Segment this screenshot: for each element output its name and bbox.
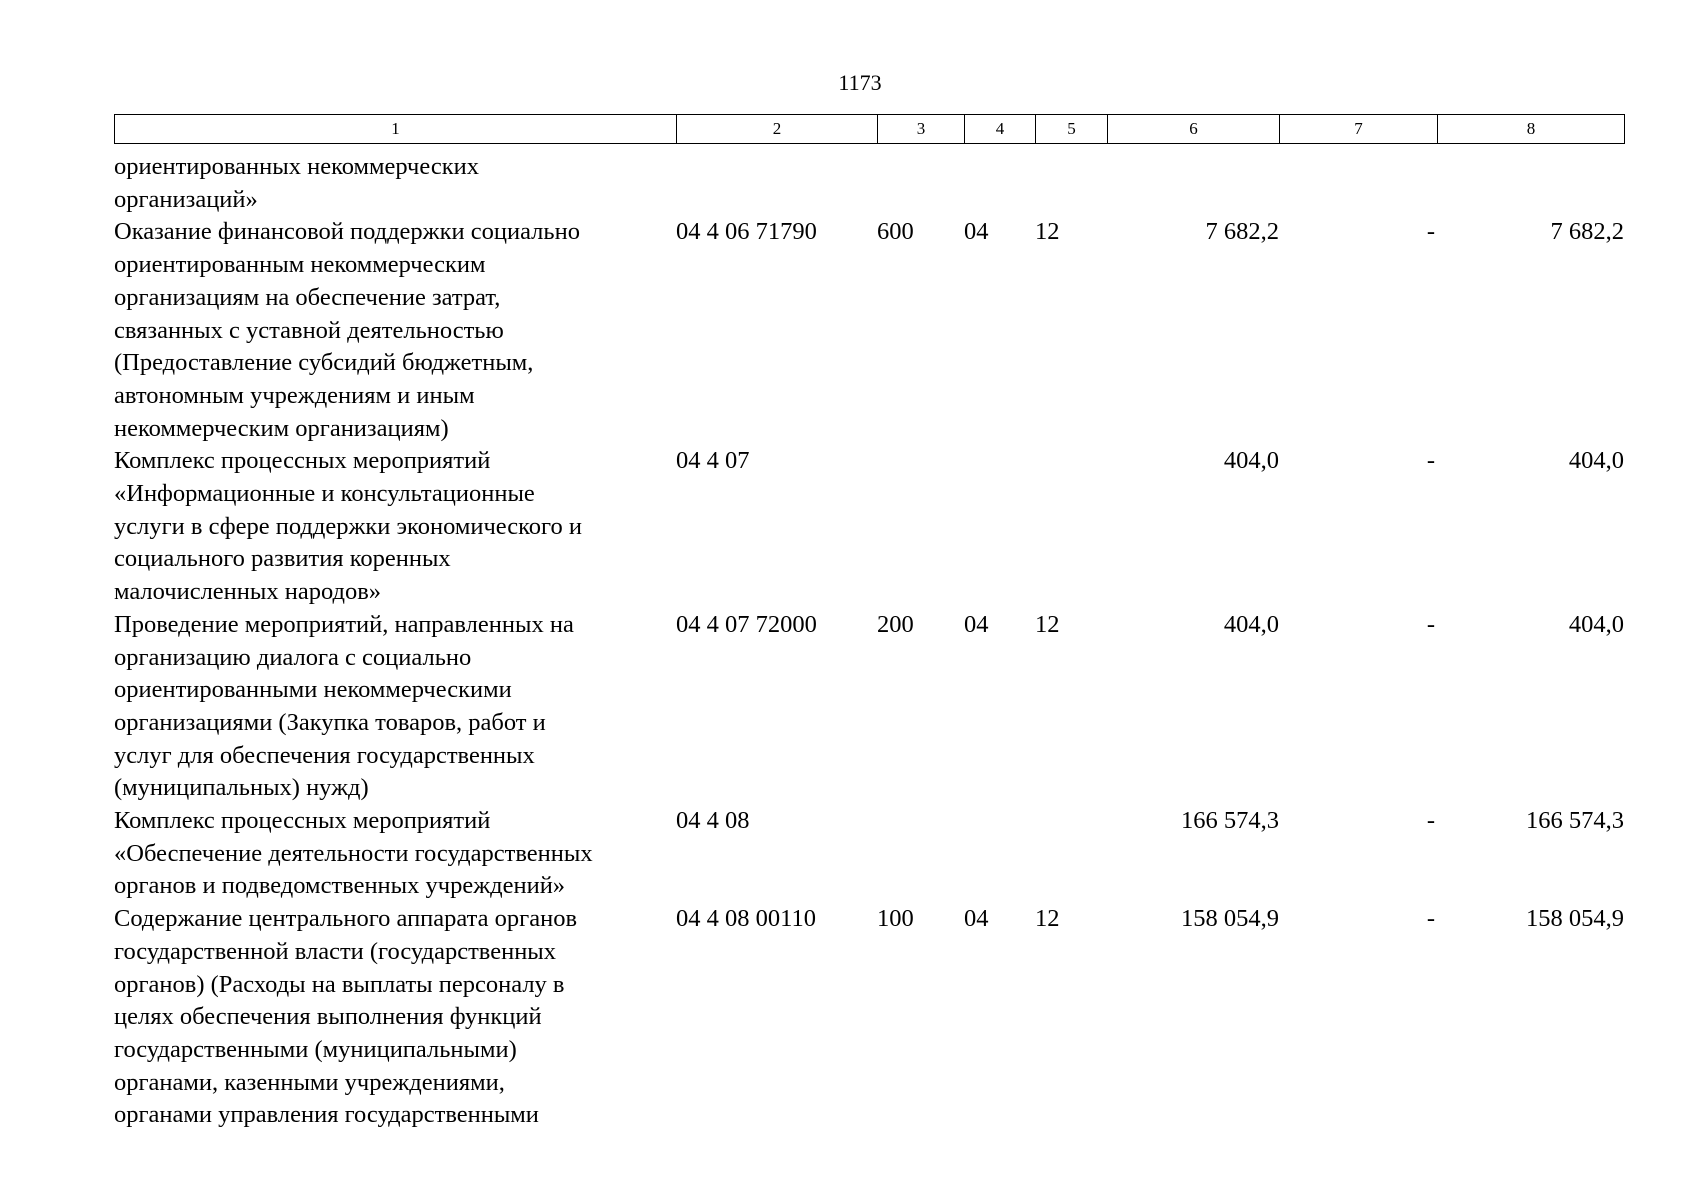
- amount: 7 682,2: [1205, 218, 1279, 246]
- row-name: [114, 151, 676, 216]
- column-number-header: [114, 114, 1625, 144]
- row-name-line: органами управления государственными: [114, 1101, 539, 1129]
- section: 04: [964, 610, 989, 638]
- row-name-line: (муниципальных) нужд): [114, 774, 369, 802]
- row-name: [114, 609, 676, 805]
- table-row: [114, 609, 1624, 805]
- table-row: [114, 151, 1624, 216]
- subsection: 12: [1035, 218, 1060, 246]
- row-name-line: Комплекс процессных мероприятий: [114, 807, 491, 835]
- total-amount: 166 574,3: [1526, 807, 1624, 835]
- change: -: [1426, 610, 1435, 638]
- row-name-line: малочисленных народов»: [114, 578, 382, 606]
- row-name-line: организацию диалога с социально: [114, 643, 472, 671]
- amount: 166 574,3: [1181, 807, 1279, 835]
- subsection: 12: [1035, 905, 1060, 933]
- amount: 158 054,9: [1181, 905, 1279, 933]
- row-name-line: некоммерческим организациям): [114, 414, 449, 442]
- row-name-line: ориентированных некоммерческих: [114, 153, 479, 180]
- change: -: [1426, 447, 1435, 475]
- budget-table-body: [114, 151, 1624, 1132]
- table-row: [114, 805, 1624, 903]
- row-name-line: ориентированным некоммерческим: [114, 251, 486, 279]
- classification-code: 04 4 08: [676, 807, 750, 835]
- column-number-1: 1: [115, 115, 677, 144]
- row-name-line: государственной власти (государственных: [114, 937, 557, 965]
- expense-type: 200: [877, 610, 914, 638]
- change: -: [1426, 218, 1435, 246]
- table-row: [114, 903, 1624, 1132]
- column-number-8: 8: [1438, 115, 1625, 144]
- row-name-line: автономным учреждениям и иным: [114, 381, 475, 409]
- row-name-line: органов) (Расходы на выплаты персоналу в: [114, 970, 565, 998]
- total-amount: 7 682,2: [1550, 218, 1624, 246]
- row-name-line: Комплекс процессных мероприятий: [114, 447, 491, 475]
- column-number-7: 7: [1280, 115, 1438, 144]
- row-name-line: связанных с уставной деятельностью: [114, 316, 504, 344]
- classification-code: 04 4 07: [676, 447, 750, 475]
- row-name-line: Оказание финансовой поддержки социально: [114, 218, 580, 246]
- row-name-line: социального развития коренных: [114, 545, 451, 573]
- row-name-line: организаций»: [114, 185, 258, 213]
- column-number-4: 4: [965, 115, 1036, 144]
- row-name-line: услуг для обеспечения государственных: [114, 741, 535, 769]
- amount: 404,0: [1223, 610, 1279, 638]
- row-name: [114, 445, 676, 609]
- classification-code: 04 4 06 71790: [676, 218, 817, 246]
- change: -: [1426, 905, 1435, 933]
- section: 04: [964, 218, 989, 246]
- row-name-line: органов и подведомственных учреждений»: [114, 872, 566, 900]
- total-amount: 158 054,9: [1526, 905, 1624, 933]
- amount: 404,0: [1223, 447, 1279, 475]
- expense-type: 600: [877, 218, 914, 246]
- row-name-line: Содержание центрального аппарата органов: [114, 905, 578, 933]
- row-name-line: организациями (Закупка товаров, работ и: [114, 708, 546, 736]
- row-name-line: (Предоставление субсидий бюджетным,: [114, 349, 534, 377]
- row-name-line: «Обеспечение деятельности государственных: [114, 839, 593, 867]
- row-name: [114, 805, 676, 903]
- row-name-line: целях обеспечения выполнения функций: [114, 1003, 542, 1031]
- row-name: [114, 216, 676, 445]
- column-number-5: 5: [1036, 115, 1108, 144]
- column-number-3: 3: [878, 115, 965, 144]
- row-name: [114, 903, 676, 1132]
- row-name-line: органами, казенными учреждениями,: [114, 1068, 505, 1096]
- row-name-line: организациям на обеспечение затрат,: [114, 283, 501, 311]
- row-name-line: Проведение мероприятий, направленных на: [114, 610, 574, 638]
- column-number-2: 2: [677, 115, 878, 144]
- row-name-line: ориентированными некоммерческими: [114, 676, 512, 704]
- table-row: [114, 445, 1624, 609]
- row-name-line: государственными (муниципальными): [114, 1035, 517, 1063]
- column-number-6: 6: [1108, 115, 1280, 144]
- subsection: 12: [1035, 610, 1060, 638]
- classification-code: 04 4 08 00110: [676, 905, 816, 933]
- change: -: [1426, 807, 1435, 835]
- section: 04: [964, 905, 989, 933]
- row-name-line: «Информационные и консультационные: [114, 480, 535, 508]
- total-amount: 404,0: [1568, 447, 1624, 475]
- total-amount: 404,0: [1568, 610, 1624, 638]
- table-row: [114, 216, 1624, 445]
- expense-type: 100: [877, 905, 914, 933]
- page-number: 1173: [838, 70, 882, 95]
- classification-code: 04 4 07 72000: [676, 610, 817, 638]
- row-name-line: услуги в сфере поддержки экономического и: [114, 512, 582, 540]
